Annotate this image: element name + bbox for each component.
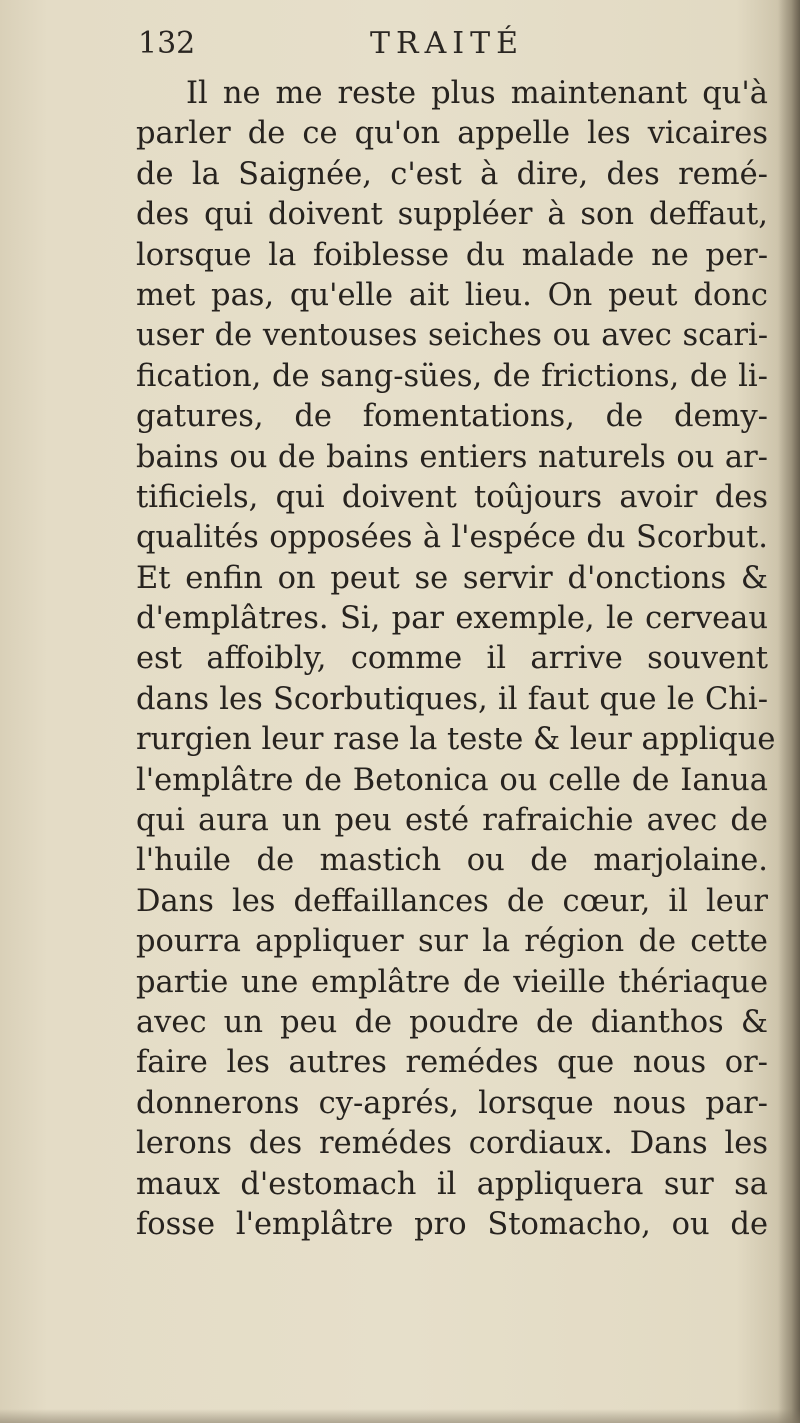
text-line: l'emplâtre de Betonica ou celle de Ianua xyxy=(136,762,768,798)
text-line: gatures, de fomentations, de demy- xyxy=(136,399,768,435)
text-line: lerons des remédes cordiaux. Dans les xyxy=(136,1126,768,1162)
text-line: pourra appliquer sur la région de cette xyxy=(136,924,768,960)
text-line: dans les Scorbutiques, il faut que le Chi- xyxy=(136,681,768,717)
running-title: TRAITÉ xyxy=(370,26,525,61)
text-line: des qui doivent suppléer à son deffaut, xyxy=(136,197,768,233)
text-line: avec un peu de poudre de dianthos & xyxy=(136,1004,768,1040)
text-line: qualités opposées à l'espéce du Scorbut. xyxy=(136,520,768,556)
text-line: parler de ce qu'on appelle les vicaires xyxy=(136,116,768,152)
text-line: qui aura un peu esté rafraichie avec de xyxy=(136,803,768,839)
page-bottom-edge xyxy=(0,1409,800,1423)
body-text xyxy=(136,74,776,1245)
text-line: lorsque la foiblesse du malade ne per- xyxy=(136,237,768,273)
text-line: de la Saignée, c'est à dire, des remé- xyxy=(136,156,768,192)
text-line: est affoibly, comme il arrive souvent xyxy=(136,641,768,677)
text-line: rurgien leur rase la teste & leur applique xyxy=(136,722,776,758)
page-header xyxy=(138,22,768,72)
text-line: maux d'estomach il appliquera sur sa xyxy=(136,1166,768,1202)
text-line: d'emplâtres. Si, par exemple, le cerveau xyxy=(136,601,768,637)
text-line: faire les autres remédes que nous or- xyxy=(136,1045,768,1081)
text-line: partie une emplâtre de vieille thériaque xyxy=(136,964,768,1000)
text-line: met pas, qu'elle ait lieu. On peut donc xyxy=(136,277,768,313)
page-number: 132 xyxy=(138,26,196,61)
text-line: tificiels, qui doivent toûjours avoir des xyxy=(136,479,768,515)
text-line: donnerons cy-aprés, lorsque nous par- xyxy=(136,1085,768,1121)
text-line: fosse l'emplâtre pro Stomacho, ou de xyxy=(136,1206,768,1242)
page-gutter-shadow xyxy=(778,0,800,1423)
text-line: Il ne me reste plus maintenant qu'à xyxy=(186,76,768,111)
text-line: l'huile de mastich ou de marjolaine. xyxy=(136,843,768,879)
text-line: Dans les deffaillances de cœur, il leur xyxy=(136,883,768,919)
text-line: bains ou de bains entiers naturels ou ar- xyxy=(136,439,768,475)
text-line: fication, de sang-sües, de frictions, de li- xyxy=(136,358,768,394)
text-line: user de ventouses seiches ou avec scari- xyxy=(136,318,768,354)
text-line: Et enfin on peut se servir d'onctions & xyxy=(136,560,768,596)
